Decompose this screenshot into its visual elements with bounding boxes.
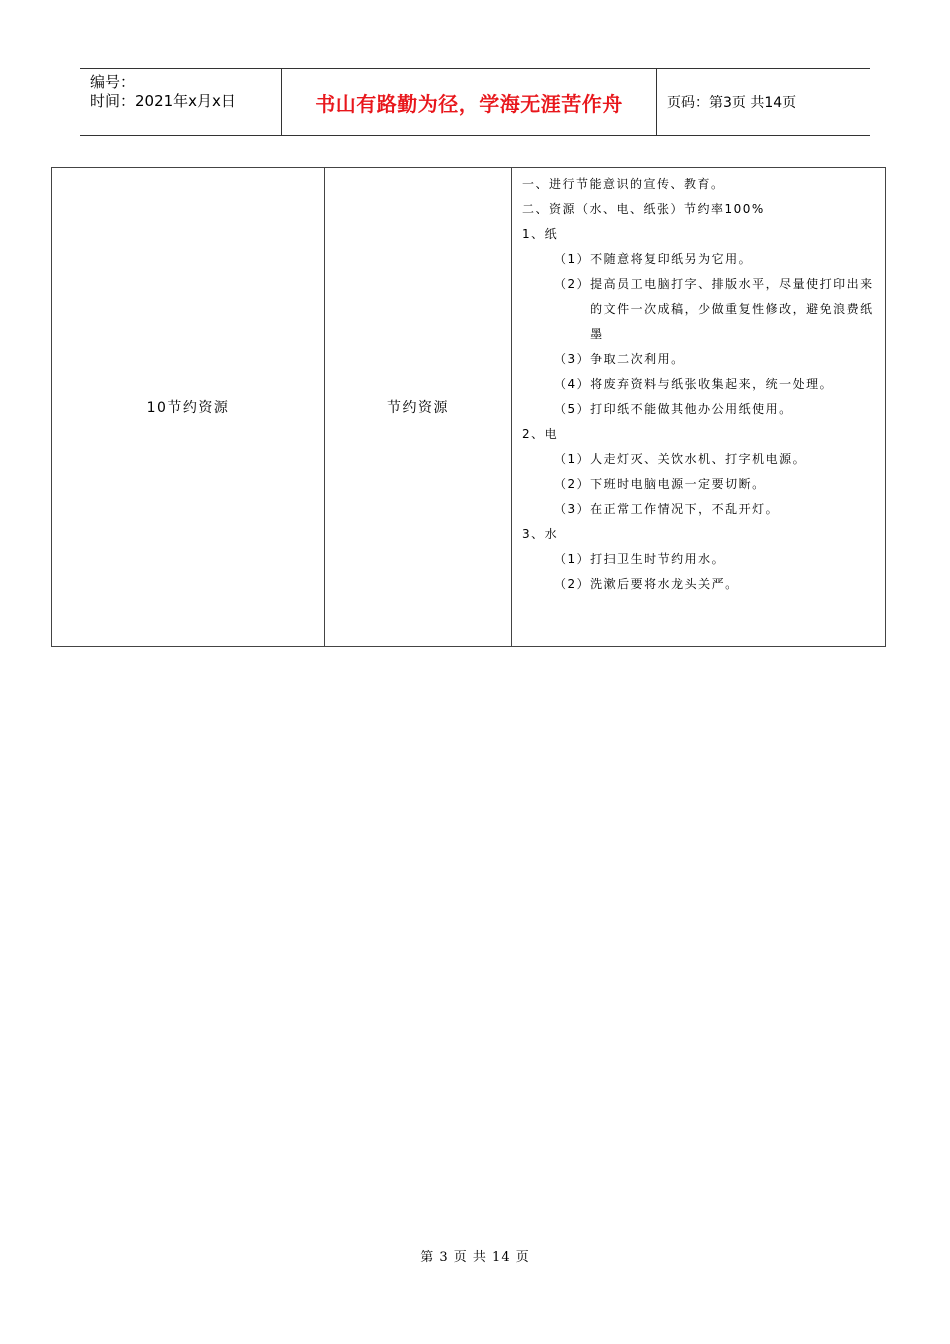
content-cell <box>512 168 886 647</box>
serial-label: 编号： <box>90 73 136 91</box>
list-item: （1） 打扫卫生时节约用水。 <box>554 552 726 566</box>
section-title-water: 3、水 <box>522 527 559 541</box>
table-row <box>52 168 886 647</box>
category-cell: 节约资源 <box>325 168 512 647</box>
section-title-power: 2、电 <box>522 427 559 441</box>
page-footer: 第 3 页 共 14 页 <box>420 1250 530 1265</box>
content-line: 二、资源（水、电、纸张）节约率100% <box>522 202 765 216</box>
content-line: 一、进行节能意识的宣传、教育。 <box>522 177 725 191</box>
time-label: 时间：2021年x月x日 <box>90 92 236 110</box>
list-item: （2） 提高员工电脑打字、排版水平，尽量使打印出来的文件一次成稿，少做重复性修改，避免浪费纸墨 <box>554 277 874 341</box>
item-cell: 10节约资源 <box>52 168 325 647</box>
section-title-paper: 1、纸 <box>522 227 559 241</box>
content-table <box>51 167 886 647</box>
page-header <box>80 68 870 136</box>
list-item: （4） 将废弃资料与纸张收集起来，统一处理。 <box>554 377 834 391</box>
header-page-info: 页码：第3页 共14页 <box>667 95 797 111</box>
list-item: （1） 人走灯灭、关饮水机、打字机电源。 <box>554 452 807 466</box>
list-item: （2） 洗漱后要将水龙头关严。 <box>554 577 739 591</box>
header-meta <box>80 69 281 135</box>
list-item: （2） 下班时电脑电源一定要切断。 <box>554 477 766 491</box>
list-item: （3） 在正常工作情况下，不乱开灯。 <box>554 502 780 516</box>
list-item: （3） 争取二次利用。 <box>554 352 685 366</box>
list-item: （5） 打印纸不能做其他办公用纸使用。 <box>554 402 793 416</box>
list-item: （1） 不随意将复印纸另为它用。 <box>554 252 753 266</box>
header-motto: 书山有路勤为径，学海无涯苦作舟 <box>281 69 657 135</box>
